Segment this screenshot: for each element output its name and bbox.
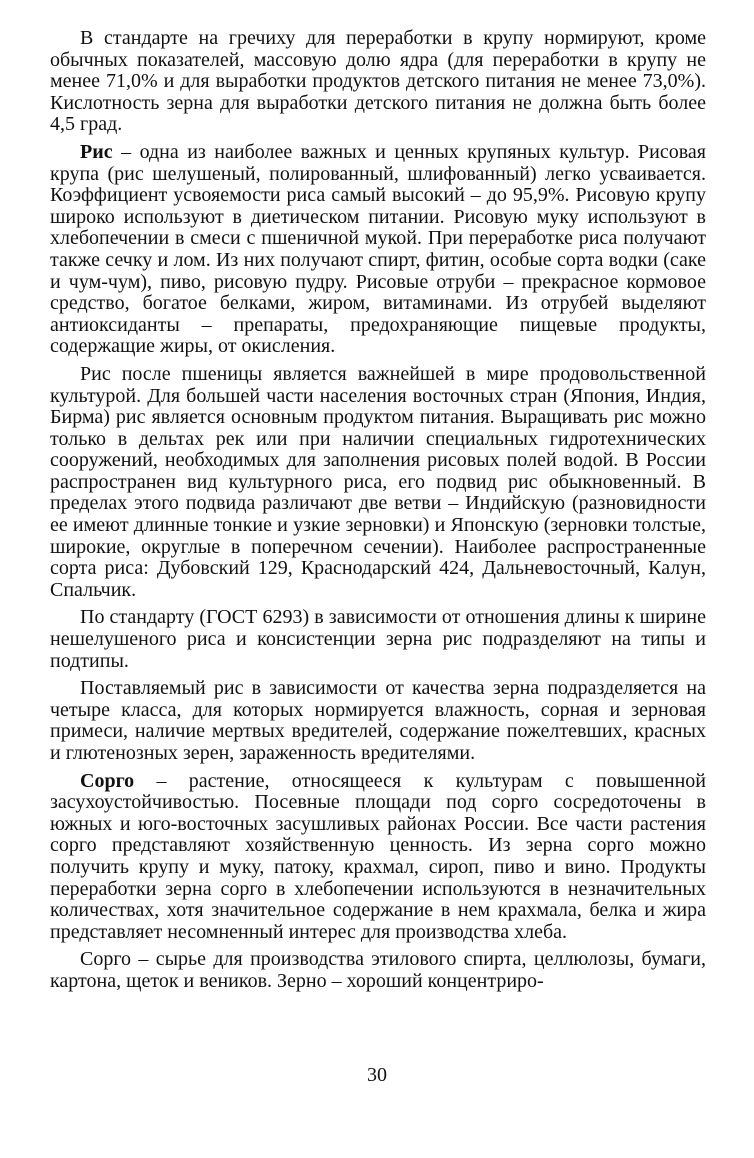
paragraph-text: Поставляемый рис в зависимости от качества зерна подразделяется на четыре класса, для которых нормируется влажность, сорная и зерновая примеси, наличие мертвых вредителей, содержание пожелтевших, красных и глютенозных зерен, зараженность вредителями.: [50, 677, 706, 764]
paragraph-text: – растение, относящееся к культурам с повышенной засухоустойчивостью. Посевные площади под сорго сосредоточены в южных и юго-восточных засушливых районах России. Все части растения сорго представляют хозяйственную ценность. Из зерна сорго можно получить крупу и муку, патоку, крахмал, сироп, пиво и вино. Продукты переработки зерна сорго в хлебопечении используются в незначительных количествах, хотя значительное содержание в нем крахмала, белка и жира представляет несомненный интерес для производства хлеба.: [50, 769, 706, 943]
term-sorghum: Сорго: [80, 769, 135, 792]
paragraph-text: В стандарте на гречиху для переработки в крупу нормируют, кроме обычных показателей, массовую долю ядра (для переработки в крупу не менее 71,0% и для выработки продуктов детского питания не менее 73,0%). Кислотность зерна для выработки детского питания не должна быть более 4,5 град.: [50, 27, 706, 136]
paragraph-text: Рис после пшеницы является важнейшей в мире продовольственной культурой. Для большей части населения восточных стран (Япония, Индия, Бирма) рис является основным продуктом питания. Выращивать рис можно только в дельтах рек или при наличии специальных гидротехнических сооружений, необходимых для заполнения рисовых полей водой. В России распространен вид культурного риса, его подвид рис обыкновенный. В пределах этого подвида различают две ветви – Индийскую (разновидности ее имеют длинные тонкие и узкие зерновки) и Японскую (зерновки толстые, широкие, округлые в поперечном сечении). Наиболее распространенные сорта риса: Дубовский 129, Краснодарский 424, Дальневосточный, Калун, Спальчик.: [50, 362, 706, 601]
paragraph-sorghum-uses: [50, 949, 706, 992]
page-number: 30: [367, 1064, 387, 1086]
paragraph-rice-classes: [50, 678, 706, 764]
term-rice: Рис: [80, 140, 113, 163]
paragraph-text: По стандарту (ГОСТ 6293) в зависимости от отношения длины к ширине нешелушеного риса и консистенции зерна рис подразделяют на типы и подтипы.: [50, 606, 706, 672]
paragraph-text: – одна из наиболее важных и ценных крупяных культур. Рисовая крупа (рис шелушеный, полированный, шлифованный) легко усваивается. Коэффициент усвояемости риса самый высокий – до 95,9%. Рисовую крупу широко используют в диетическом питании. Рисовую муку используют в хлебопечении в смеси с пшеничной мукой. При переработке риса получают также сечку и лом. Из них получают спирт, фитин, особые сорта водки (саке и чум-чум), пиво, рисовую пудру. Рисовые отруби – прекрасное кормовое средство, богатое белками, жиром, витаминами. Из отрубей выделяют антиоксиданты – препараты, предохраняющие пищевые продукты, содержащие жиры, от окисления.: [50, 140, 706, 358]
paragraph-rice-importance: [50, 364, 706, 602]
paragraph-rice-standard: [50, 607, 706, 672]
paragraph-text: Сорго – сырье для производства этилового спирта, целлюлозы, бумаги, картона, щеток и веников. Зерно – хороший концентриро-: [50, 948, 706, 992]
paragraph-sorghum: [50, 771, 706, 944]
paragraph-buckwheat-standard: [50, 28, 706, 136]
paragraph-rice: [50, 142, 706, 358]
page-body: [50, 28, 706, 999]
